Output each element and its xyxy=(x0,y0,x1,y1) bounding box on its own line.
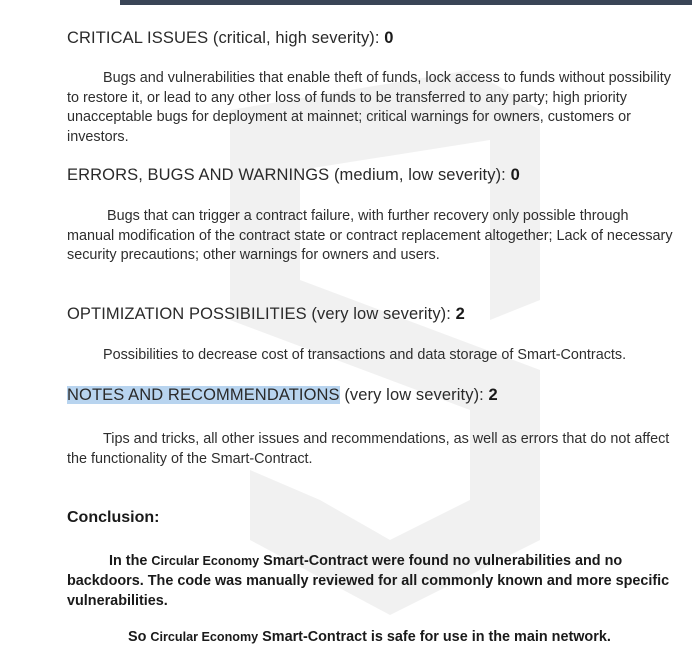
optimization-possibilities-heading: OPTIMIZATION POSSIBILITIES (very low severity): 2 xyxy=(67,305,465,323)
errors-bugs-warnings-count: 0 xyxy=(510,166,520,184)
notes-recommendations-count: 2 xyxy=(488,386,498,404)
conclusion-title: Conclusion: xyxy=(67,509,160,526)
conclusion-text: In the Circular Economy Smart-Contract were found no vulnerabilities and no backdoors. The code was manually reviewed for all commonly known and more specific vulnerabilities. xyxy=(67,553,670,609)
highlighted-text-selection[interactable]: NOTES AND RECOMMENDATIONS xyxy=(67,386,340,404)
optimization-possibilities-description: Possibilities to decrease cost of transactions and data storage of Smart-Contracts. xyxy=(103,347,627,363)
critical-issues-description: Bugs and vulnerabilities that enable theft of funds, lock access to funds without possibility to restore it, or lead to any other loss of funds to be transferred to any party; high priority unacceptable bugs for deployment at mainnet; critical warnings for owners, customers or investors. xyxy=(67,70,671,145)
notes-recommendations-description: Tips and tricks, all other issues and recommendations, as well as errors that do not affect the functionality of the Smart-Contract. xyxy=(67,431,670,467)
notes-recommendations-heading: NOTES AND RECOMMENDATIONS (very low severity): 2 xyxy=(67,386,498,404)
project-name: Circular Economy xyxy=(151,554,260,568)
optimization-possibilities-count: 2 xyxy=(455,305,465,323)
critical-issues-count: 0 xyxy=(384,29,394,47)
critical-issues-heading: CRITICAL ISSUES (critical, high severity): 0 xyxy=(67,29,394,47)
errors-bugs-warnings-heading: ERRORS, BUGS AND WARNINGS (medium, low severity): 0 xyxy=(67,166,520,184)
project-name-verdict: Circular Economy xyxy=(150,630,259,644)
errors-bugs-warnings-description: Bugs that can trigger a contract failure, with further recovery only possible through manual modification of the contract state or contract replacement altogether; Lack of necessary security precautions; other warnings for owners and users. xyxy=(67,208,673,264)
header-divider xyxy=(120,0,692,5)
safety-verdict: So Circular Economy Smart-Contract is safe for use in the main network. xyxy=(128,629,611,645)
